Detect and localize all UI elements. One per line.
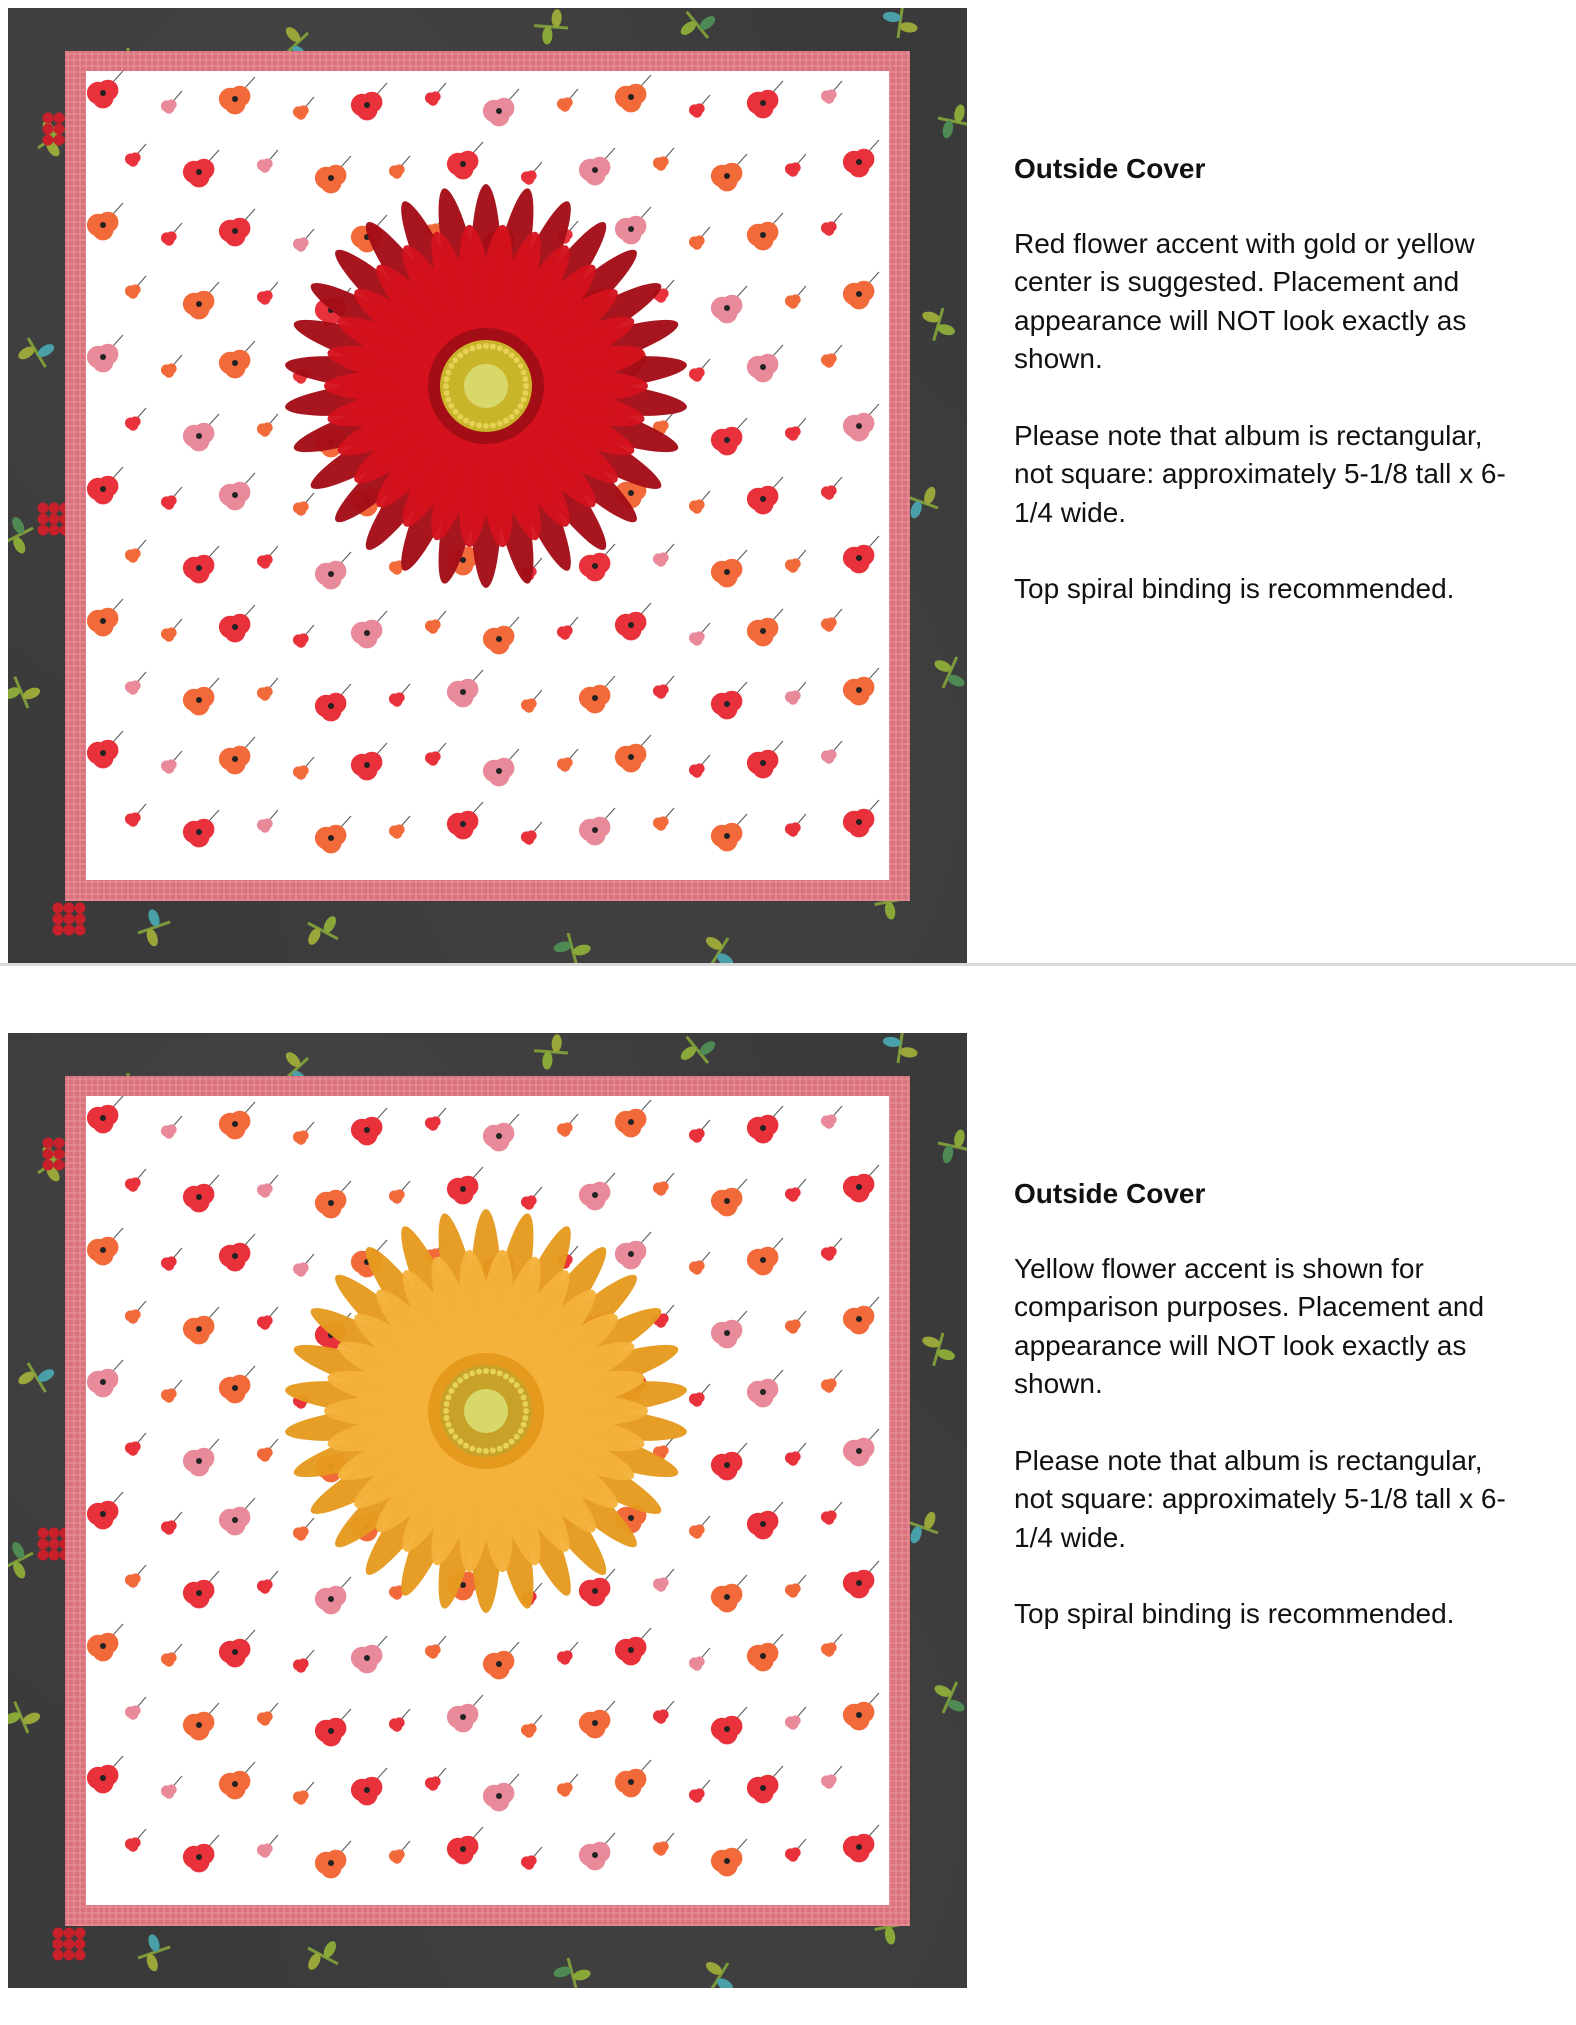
cover-description (1014, 1175, 1514, 1672)
slide-divider (0, 963, 1576, 966)
cover-artwork (8, 8, 967, 963)
cover-heading: Outside Cover (1014, 153, 1206, 184)
cover-illustration (8, 8, 967, 963)
slide-1 (0, 0, 1576, 1000)
cover-heading: Outside Cover (1014, 1178, 1206, 1209)
accent-note: Red flower accent with gold or yellow center is suggested. Placement and appearance will NOT look exactly as shown. (1014, 227, 1475, 374)
binding-note: Top spiral binding is recommended. (1014, 573, 1455, 604)
cover-artwork (8, 1033, 967, 1988)
slide-2 (0, 1025, 1576, 2025)
size-note: Please note that album is rectangular, not square: approximately 5-1/8 tall x 6-1/4 wide. (1014, 1444, 1506, 1553)
cover-description (1014, 150, 1514, 647)
size-note: Please note that album is rectangular, not square: approximately 5-1/8 tall x 6-1/4 wide. (1014, 419, 1506, 528)
cover-illustration (8, 1033, 967, 1988)
binding-note: Top spiral binding is recommended. (1014, 1598, 1455, 1629)
accent-note: Yellow flower accent is shown for comparison purposes. Placement and appearance will NOT look exactly as shown. (1014, 1252, 1485, 1399)
